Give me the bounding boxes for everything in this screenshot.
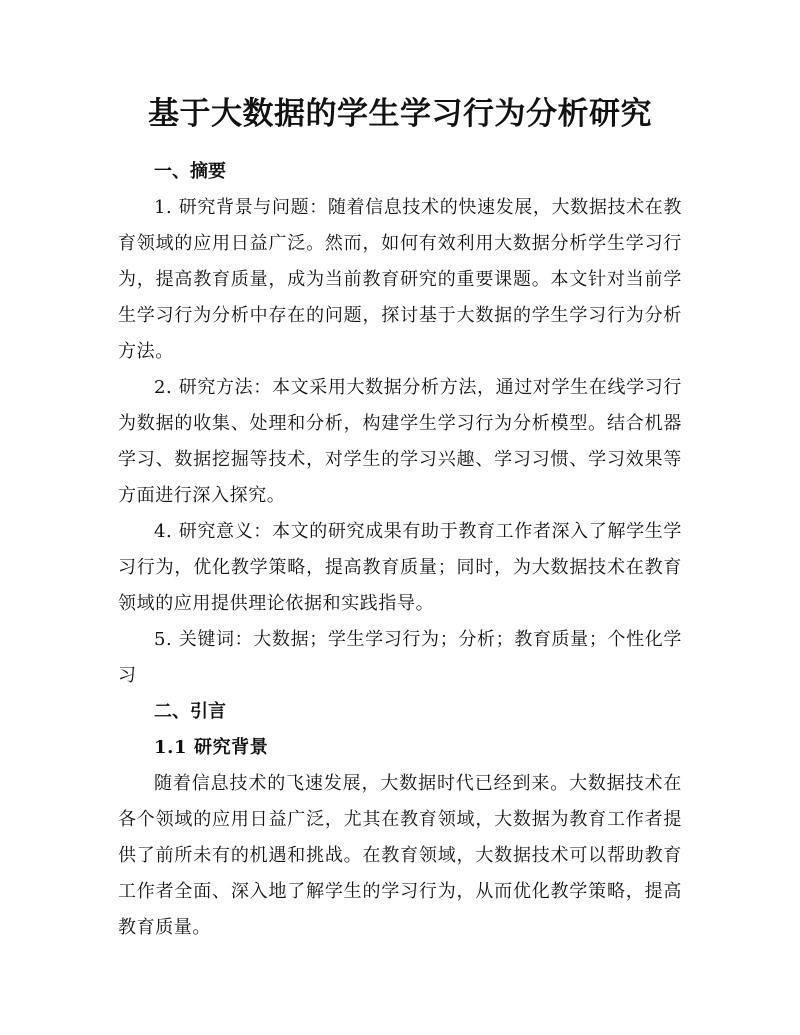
introduction-heading: 二、引言 — [154, 701, 226, 722]
document-title: 基于大数据的学生学习行为分析研究 — [148, 96, 652, 132]
abstract-paragraph-significance: 4. 研究意义：本文的研究成果有助于教育工作者深入了解学生学习行为，优化教学策略，提高教育质量；同时，为大数据技术在教育领域的应用提供理论依据和实践指导。 — [118, 521, 682, 614]
abstract-heading: 一、摘要 — [154, 161, 226, 182]
introduction-section — [118, 694, 682, 946]
abstract-section — [118, 154, 682, 694]
introduction-paragraph: 随着信息技术的飞速发展，大数据时代已经到来。大数据技术在各个领域的应用日益广泛，尤其在教育领域，大数据为教育工作者提供了前所未有的机遇和挑战。在教育领域，大数据技术可以帮助教育工作者全面、深入地了解学生的学习行为，从而优化教学策略，提高教育质量。 — [118, 773, 682, 938]
abstract-paragraph-methods: 2. 研究方法：本文采用大数据分析方法，通过对学生在线学习行为数据的收集、处理和分析，构建学生学习行为分析模型。结合机器学习、数据挖掘等技术，对学生的学习兴趣、学习习惯、学习效果等方面进行深入探究。 — [118, 377, 682, 506]
research-background-subheading: 1.1 研究背景 — [154, 737, 269, 758]
abstract-paragraph-background: 1. 研究背景与问题：随着信息技术的快速发展，大数据技术在教育领域的应用日益广泛。然而，如何有效利用大数据分析学生学习行为，提高教育质量，成为当前教育研究的重要课题。本文针对当前学生学习行为分析中存在的问题，探讨基于大数据的学生学习行为分析方法。 — [118, 197, 682, 362]
abstract-paragraph-keywords: 5. 关键词：大数据；学生学习行为；分析；教育质量；个性化学习 — [118, 629, 682, 686]
